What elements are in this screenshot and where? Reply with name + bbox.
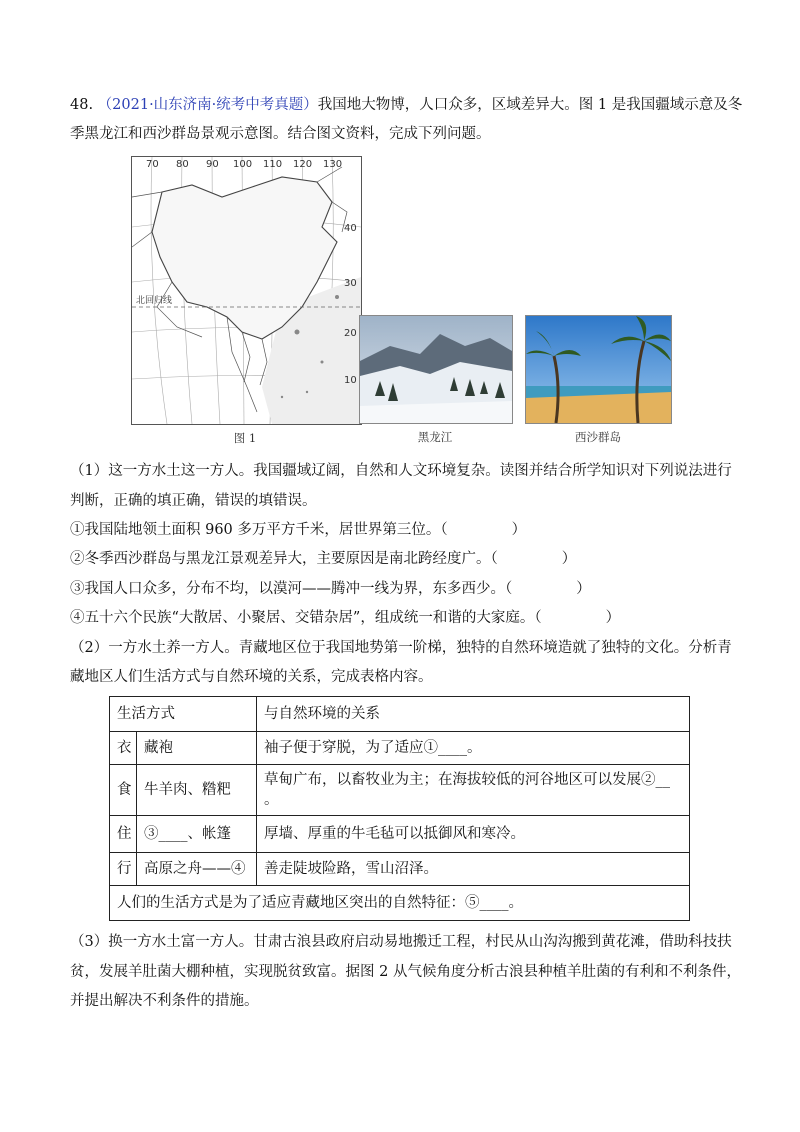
lon-label-130: 130	[323, 159, 343, 170]
lat-label-40: 40	[344, 223, 357, 234]
table-row	[110, 853, 690, 886]
xisha-islands-photo	[525, 315, 672, 424]
lifestyle-cell: 牛羊肉、糌粑	[137, 765, 257, 816]
part1-item-4: ④五十六个民族“大散居、小聚居、交错杂居”，组成统一和谐的大家庭。（ ）	[70, 610, 621, 626]
tropic-label: 北回归线	[136, 296, 173, 306]
table-row	[110, 816, 690, 853]
part1-item-1: ①我国陆地领土面积 960 多万平方千米，居世界第三位。（ ）	[70, 522, 527, 538]
part3-line-3: 并提出解决不利条件的措施。	[70, 993, 259, 1009]
lat-label-20: 20	[344, 328, 357, 339]
question-source: （2021·山东济南·统考中考真题）	[97, 97, 318, 113]
part1-intro-line-2: 判断，正确的填正确，错误的填错误。	[70, 493, 317, 509]
table-row	[110, 765, 690, 816]
relation-cell: 善走陡坡险路，雪山沼泽。	[257, 853, 690, 886]
question-intro: 我国地大物博，人口众多，区域差异大。图 1 是我国疆域示意及冬	[317, 97, 743, 113]
china-territory-map	[131, 156, 362, 425]
table-footer[interactable]: 人们的生活方式是为了适应青藏地区突出的自然特征：⑤____。	[110, 886, 690, 921]
category-cell: 衣	[110, 732, 137, 765]
part1-intro-line-1: （1）这一方水土这一方人。我国疆域辽阔，自然和人文环境复杂。读图并结合所学知识对下列说法进行	[70, 463, 732, 479]
lon-label-120: 120	[293, 159, 313, 170]
lon-label-90: 90	[206, 159, 219, 170]
part3-line-2: 贫，发展羊肚菌大棚种植，实现脱贫致富。据图 2 从气候角度分析古浪县种植羊肚菌的有利和不利条件，	[70, 964, 741, 980]
header-relation: 与自然环境的关系	[257, 697, 690, 732]
category-cell: 食	[110, 765, 137, 816]
question-intro-line-2: 季黑龙江和西沙群岛景观示意图。结合图文资料，完成下列问题。	[70, 126, 491, 142]
part1-item-2: ②冬季西沙群岛与黑龙江景观差异大，主要原因是南北跨经度广。（ ）	[70, 551, 577, 567]
table-header-row	[110, 697, 690, 732]
lon-label-70: 70	[146, 159, 159, 170]
relation-cell[interactable]: 袖子便于穿脱，为了适应①____。	[257, 732, 690, 765]
lat-label-30: 30	[344, 278, 357, 289]
part2-intro-line-1: （2）一方水土养一方人。青藏地区位于我国地势第一阶梯，独特的自然环境造就了独特的文化。分析青	[70, 640, 732, 656]
table-footer-row	[110, 886, 690, 921]
lifestyle-cell: 藏袍	[137, 732, 257, 765]
lon-label-100: 100	[233, 159, 253, 170]
category-cell: 行	[110, 853, 137, 886]
lon-label-110: 110	[263, 159, 283, 170]
relation-cell: 厚墙、厚重的牛毛毡可以抵御风和寒冷。	[257, 816, 690, 853]
table-row	[110, 732, 690, 765]
part1-item-3: ③我国人口众多，分布不均，以漠河——腾冲一线为界，东多西少。（ ）	[70, 581, 591, 597]
category-cell: 住	[110, 816, 137, 853]
xisha-caption: 西沙群岛	[575, 430, 621, 444]
heilongjiang-photo	[359, 315, 513, 424]
relation-cell[interactable]: 草甸广布，以畜牧业为主；在海拔较低的河谷地区可以发展②__ 。	[257, 765, 690, 816]
lifestyle-cell[interactable]: ③____、帐篷	[137, 816, 257, 853]
lifestyle-cell[interactable]: 高原之舟——④	[137, 853, 257, 886]
question-number: 48.	[70, 97, 94, 113]
lon-label-80: 80	[176, 159, 189, 170]
lifestyle-table	[109, 696, 690, 921]
question-header	[70, 95, 742, 115]
heilongjiang-caption: 黑龙江	[417, 430, 453, 444]
part2-intro-line-2: 藏地区人们生活方式与自然环境的关系，完成表格内容。	[70, 669, 433, 685]
map-drawing	[132, 157, 361, 424]
lat-label-10: 10	[344, 375, 357, 386]
part3-line-1: （3）换一方水土富一方人。甘肃古浪县政府启动易地搬迁工程，村民从山沟沟搬到黄花滩，借助科技扶	[70, 934, 732, 950]
header-lifestyle: 生活方式	[110, 697, 257, 732]
map-caption: 图 1	[233, 431, 257, 445]
